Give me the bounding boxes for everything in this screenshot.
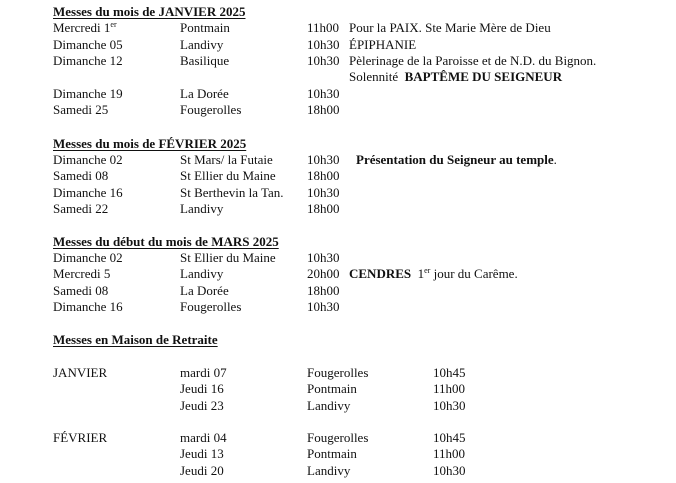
- time-cell: 18h00: [307, 283, 340, 298]
- place-cell: Pontmain: [180, 20, 230, 35]
- day-cell: Samedi 08: [53, 168, 109, 183]
- schedule-row: [0, 152, 676, 168]
- time-cell: 10h30: [433, 463, 466, 478]
- day-cell: Dimanche 02: [53, 152, 123, 167]
- place-cell: St Ellier du Maine: [180, 250, 276, 265]
- schedule-row-continuation: [0, 69, 676, 85]
- month-label: JANVIER: [53, 365, 108, 380]
- time-cell: 10h30: [307, 299, 340, 314]
- day-cell: Jeudi 20: [180, 463, 224, 478]
- note-cell: Pèlerinage de la Paroisse et de N.D. du Bignon.: [349, 53, 597, 68]
- day-cell: Dimanche 05: [53, 37, 123, 52]
- place-cell: Landivy: [180, 266, 224, 281]
- place-cell: Fougerolles: [307, 365, 369, 380]
- place-cell: Pontmain: [307, 381, 357, 396]
- time-cell: 10h30: [307, 37, 340, 52]
- day-cell: Samedi 22: [53, 201, 109, 216]
- schedule-row: [0, 266, 676, 282]
- schedule-row: [0, 283, 676, 299]
- time-cell: 18h00: [307, 168, 340, 183]
- section-heading-janvier: Messes du mois de JANVIER 2025: [53, 4, 246, 19]
- retraite-row: [0, 365, 676, 381]
- time-cell: 20h00: [307, 266, 340, 281]
- time-cell: 18h00: [307, 102, 340, 117]
- day-cell: Dimanche 16: [53, 185, 123, 200]
- day-cell: Dimanche 02: [53, 250, 123, 265]
- day-cell: Jeudi 13: [180, 446, 224, 461]
- day-cell: mardi 04: [180, 430, 227, 445]
- schedule-row: [0, 299, 676, 315]
- retraite-row: [0, 446, 676, 462]
- place-cell: Fougerolles: [180, 102, 242, 117]
- time-cell: 10h30: [307, 152, 340, 167]
- note-cell: ÉPIPHANIE: [349, 37, 417, 52]
- retraite-row: [0, 398, 676, 414]
- place-cell: St Mars/ la Futaie: [180, 152, 273, 167]
- place-cell: Pontmain: [307, 446, 357, 461]
- time-cell: 18h00: [307, 201, 340, 216]
- schedule-row: [0, 201, 676, 217]
- place-cell: Landivy: [180, 37, 224, 52]
- day-cell: Mercredi 5: [53, 266, 111, 281]
- month-label: FÉVRIER: [53, 430, 108, 445]
- schedule-row: [0, 20, 676, 36]
- time-cell: 10h30: [307, 250, 340, 265]
- time-cell: 10h30: [307, 185, 340, 200]
- day-cell: Dimanche 19: [53, 86, 123, 101]
- day-cell: Jeudi 23: [180, 398, 224, 413]
- place-cell: Fougerolles: [180, 299, 242, 314]
- section-heading-fevrier: Messes du mois de FÉVRIER 2025: [53, 136, 247, 151]
- time-cell: 11h00: [433, 381, 466, 396]
- retraite-row: [0, 463, 676, 479]
- schedule-row: [0, 86, 676, 102]
- day-cell: Jeudi 16: [180, 381, 224, 396]
- note-cell: CENDRES 1er jour du Carême.: [349, 266, 518, 281]
- place-cell: Landivy: [307, 463, 351, 478]
- schedule-row: [0, 185, 676, 201]
- place-cell: Fougerolles: [307, 430, 369, 445]
- place-cell: St Berthevin la Tan.: [180, 185, 284, 200]
- time-cell: 10h45: [433, 430, 466, 445]
- day-cell: Dimanche 16: [53, 299, 123, 314]
- place-cell: Basilique: [180, 53, 230, 68]
- time-cell: 11h00: [433, 446, 466, 461]
- retraite-row: [0, 381, 676, 397]
- retraite-row: [0, 430, 676, 446]
- note-cell: Pour la PAIX. Ste Marie Mère de Dieu: [349, 20, 551, 35]
- section-heading-mars: Messes du début du mois de MARS 2025: [53, 234, 279, 249]
- time-cell: 10h45: [433, 365, 466, 380]
- day-cell: mardi 07: [180, 365, 227, 380]
- schedule-row: [0, 53, 676, 69]
- time-cell: 10h30: [307, 86, 340, 101]
- note-cell: Présentation du Seigneur au temple.: [356, 152, 557, 167]
- place-cell: La Dorée: [180, 86, 229, 101]
- schedule-row: [0, 250, 676, 266]
- section-heading-retraite: Messes en Maison de Retraite: [53, 332, 218, 347]
- time-cell: 11h00: [307, 20, 340, 35]
- day-cell: Samedi 08: [53, 283, 109, 298]
- schedule-row: [0, 37, 676, 53]
- day-cell: Dimanche 12: [53, 53, 123, 68]
- schedule-row: [0, 102, 676, 118]
- day-cell: Mercredi 1er: [53, 20, 117, 35]
- place-cell: La Dorée: [180, 283, 229, 298]
- day-cell: Samedi 25: [53, 102, 109, 117]
- place-cell: Landivy: [307, 398, 351, 413]
- time-cell: 10h30: [307, 53, 340, 68]
- place-cell: Landivy: [180, 201, 224, 216]
- note-cell: Solennité BAPTÊME DU SEIGNEUR: [349, 69, 563, 84]
- schedule-row: [0, 168, 676, 184]
- time-cell: 10h30: [433, 398, 466, 413]
- place-cell: St Ellier du Maine: [180, 168, 276, 183]
